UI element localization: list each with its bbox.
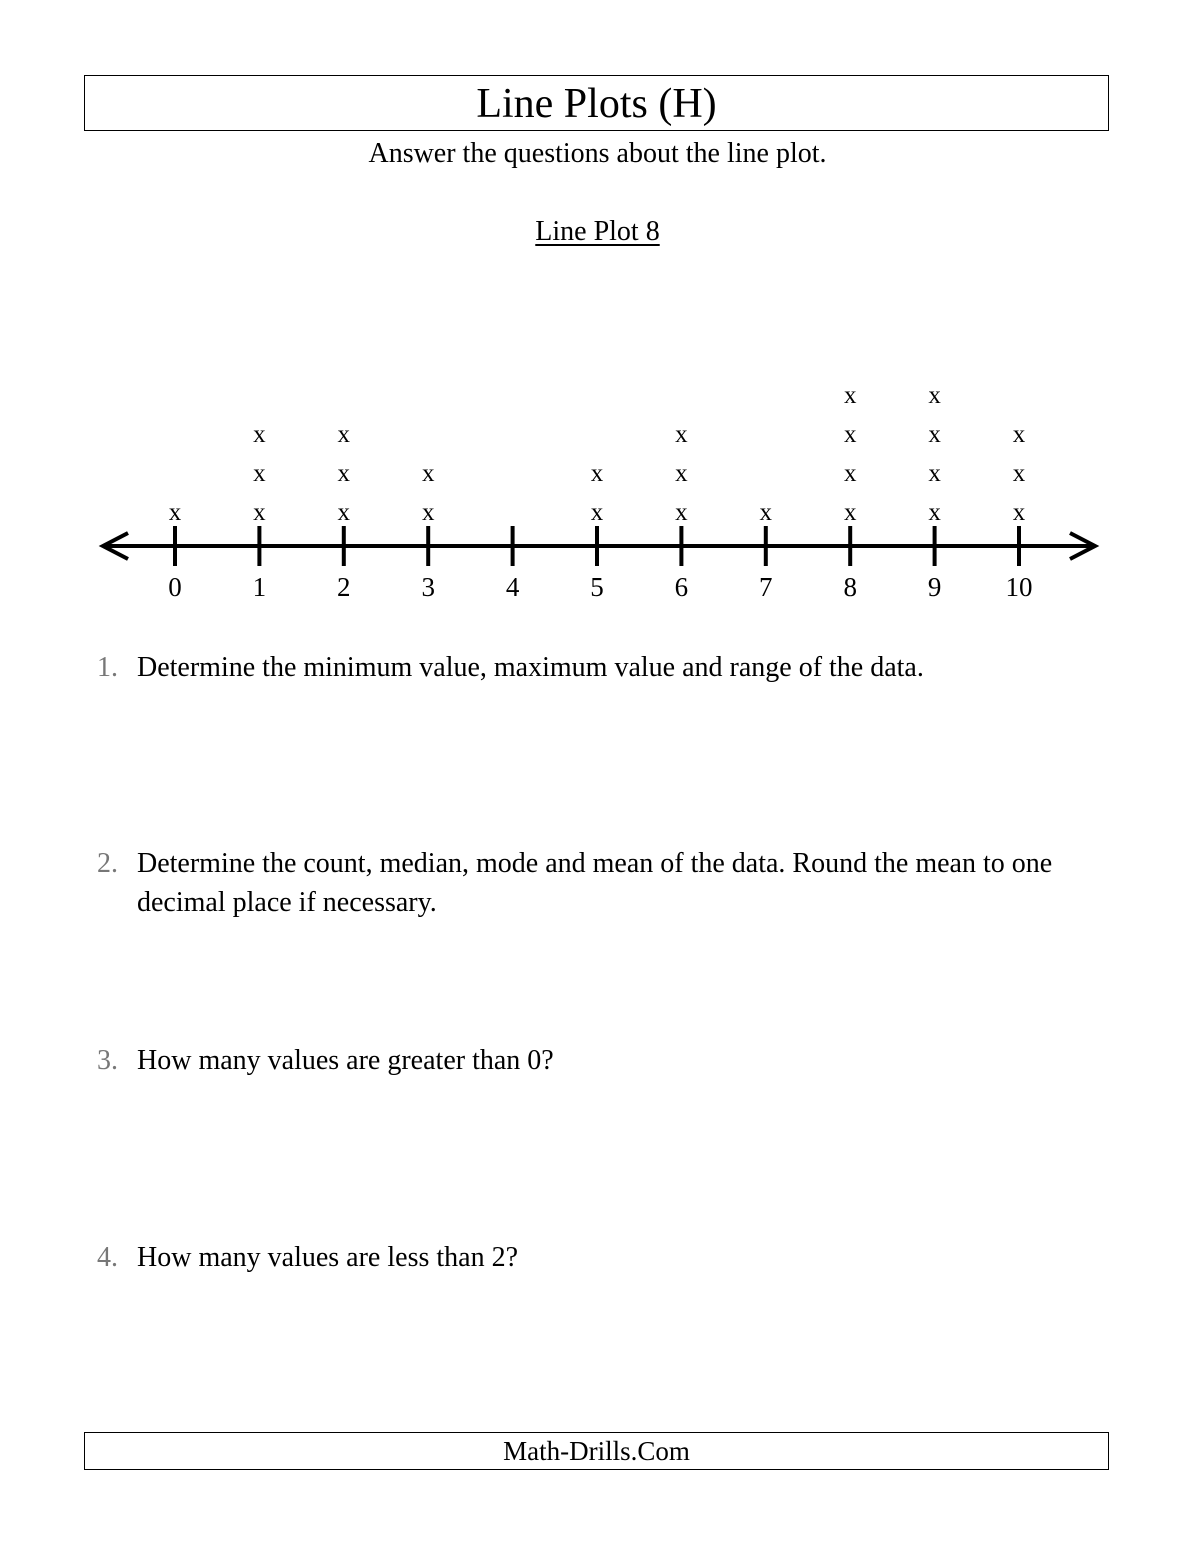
x-marker: x [675,499,688,526]
instructions: Answer the questions about the line plot. [368,138,827,169]
x-marker: x [253,499,266,526]
x-marker: x [843,460,857,487]
question-2-number: 2. [97,848,118,879]
x-marker: x [337,460,351,487]
x-marker: x [253,421,266,448]
x-marker: x [590,499,604,526]
question-1-number: 1. [97,652,118,683]
x-marker: x [759,499,773,526]
x-marker: x [843,421,857,448]
x-marker: x [421,499,435,526]
question-4-text: How many values are less than 2? [137,1242,518,1273]
page-title: Line Plots (H) [476,81,717,127]
question-3-text: How many values are greater than 0? [137,1045,554,1076]
tick-label: 1 [252,572,267,602]
question-1-text: Determine the minimum value, maximum value and range of the data. [137,652,924,683]
tick-label: 10 [1005,572,1033,602]
footer-box [84,1432,1109,1470]
x-marker: x [928,499,941,526]
tick-label: 7 [759,572,773,602]
question-4 [97,1238,1077,1277]
question-3 [97,1041,1077,1080]
plot-title: Line Plot 8 [535,216,660,247]
line-plot [0,360,1200,620]
tick-label: 5 [590,572,604,602]
x-marker: x [843,499,857,526]
tick-label: 4 [505,572,520,602]
tick-label: 9 [927,572,942,602]
x-marker: x [1012,460,1026,487]
question-1 [97,648,1077,687]
tick-label: 8 [843,572,857,602]
question-2 [97,844,1077,922]
question-2-text: Determine the count, median, mode and mean of the data. Round the mean to one decimal place if necessary. [137,848,1053,918]
x-marker: x [1012,499,1026,526]
tick-label: 2 [337,572,351,602]
question-3-number: 3. [97,1045,118,1076]
x-marker: x [675,421,688,448]
tick-label: 0 [168,572,182,602]
x-marker: x [337,499,351,526]
x-marker: x [675,460,688,487]
x-marker: x [928,421,941,448]
x-marker: x [928,382,941,409]
tick-label: 3 [421,572,435,602]
title-box [84,75,1109,131]
x-marker: x [1012,421,1026,448]
x-marker: x [590,460,604,487]
x-marker: x [421,460,435,487]
question-4-number: 4. [97,1242,118,1273]
x-marker: x [168,499,182,526]
tick-label: 6 [674,572,689,602]
footer-text: Math-Drills.Com [503,1435,690,1466]
x-marker: x [337,421,351,448]
x-marker: x [843,382,857,409]
x-marker: x [928,460,941,487]
x-marker: x [253,460,266,487]
